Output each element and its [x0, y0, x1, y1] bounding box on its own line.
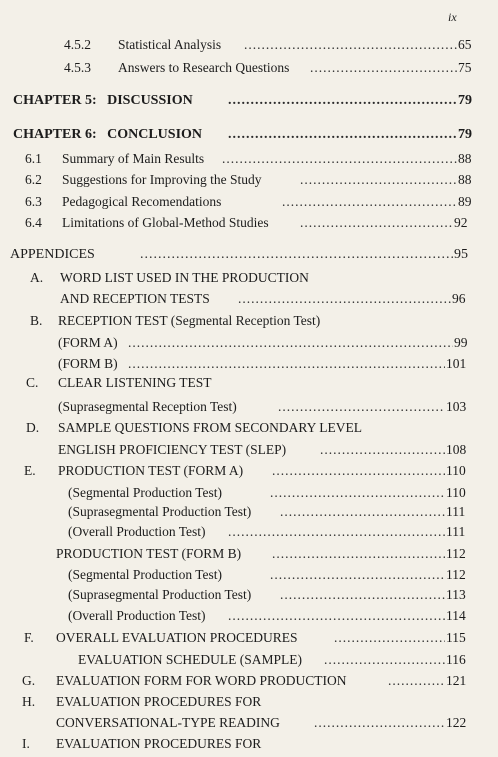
toc-leader-dots [272, 461, 445, 481]
toc-entry-title: EVALUATION SCHEDULE (SAMPLE) [78, 652, 302, 667]
toc-leader-dots [280, 502, 445, 522]
toc-entry [0, 35, 490, 55]
toc-entry [0, 170, 490, 190]
toc-entry [0, 671, 490, 691]
toc-entry-page: 110 [446, 485, 466, 500]
toc-entry-title: CHAPTER 5: DISCUSSION [13, 93, 193, 108]
toc-entry-title: APPENDICES [10, 247, 95, 262]
toc-leader-dots [270, 565, 445, 585]
toc-entry-number: I. [22, 736, 30, 751]
toc-entry-page: 79 [458, 127, 472, 142]
toc-entry [0, 461, 490, 481]
toc-entry-number: A. [30, 270, 44, 285]
toc-entry [0, 483, 490, 503]
toc-entry-page: 111 [446, 524, 466, 539]
toc-entry-title: (Segmental Production Test) [68, 485, 223, 500]
toc-leader-dots [272, 544, 445, 564]
toc-entry-page: 88 [458, 151, 472, 166]
toc-entry-page: 89 [458, 194, 472, 209]
toc-entry [0, 125, 490, 145]
toc-entry-number: 6.3 [25, 194, 42, 209]
toc-leader-dots [282, 192, 457, 212]
toc-entry-title: RECEPTION TEST (Segmental Reception Test) [58, 313, 321, 328]
toc-entry-title: Pedagogical Recomendations [62, 194, 222, 209]
toc-entry-page: 112 [446, 567, 466, 582]
toc-entry-number: 6.1 [25, 151, 42, 166]
toc-entry [0, 565, 490, 585]
toc-entry [0, 734, 490, 754]
toc-leader-dots [228, 125, 457, 145]
toc-leader-dots [128, 333, 453, 353]
toc-entry-page: 99 [454, 335, 468, 350]
toc-entry [0, 502, 490, 522]
toc-entry [0, 628, 490, 648]
toc-entry [0, 397, 490, 417]
toc-leader-dots [222, 149, 457, 169]
toc-entry-page: 111 [446, 504, 466, 519]
toc-entry [0, 650, 490, 670]
toc-leader-dots [324, 650, 445, 670]
toc-leader-dots [228, 522, 445, 542]
toc-leader-dots [334, 628, 445, 648]
toc-entry-page: 65 [458, 37, 472, 52]
toc-entry-number: 4.5.2 [64, 37, 91, 52]
toc-entry-page: 115 [446, 630, 466, 645]
toc-entry-title: EVALUATION PROCEDURES FOR [56, 694, 262, 709]
toc-entry-number: F. [24, 630, 34, 645]
toc-entry-page: 92 [454, 215, 468, 230]
page-number: ix [448, 10, 457, 24]
toc-entry-number: 6.2 [25, 172, 42, 187]
toc-entry-title: PRODUCTION TEST (FORM A) [58, 463, 244, 478]
toc-entry [0, 192, 490, 212]
toc-entry-page: 101 [446, 356, 467, 371]
toc-entry-number: E. [24, 463, 36, 478]
toc-entry-title: WORD LIST USED IN THE PRODUCTION [60, 270, 309, 285]
toc-entry-title: Summary of Main Results [62, 151, 205, 166]
toc-entry-page: 79 [458, 93, 472, 108]
toc-entry-title: PRODUCTION TEST (FORM B) [56, 546, 242, 561]
toc-entry [0, 354, 490, 374]
toc-entry [0, 522, 490, 542]
toc-entry [0, 373, 490, 393]
toc-entry-number: H. [22, 694, 36, 709]
toc-entry-title: (Suprasegmental Production Test) [68, 587, 252, 602]
toc-entry-title: CHAPTER 6: CONCLUSION [13, 127, 203, 142]
toc-leader-dots [310, 58, 457, 78]
toc-entry-title: (Suprasegmental Reception Test) [58, 399, 237, 414]
toc-entry [0, 58, 490, 78]
toc-entry-title: (Overall Production Test) [68, 608, 206, 623]
toc-entry-title: Statistical Analysis [118, 37, 222, 52]
toc-leader-dots [140, 245, 453, 265]
toc-leader-dots [238, 289, 451, 309]
toc-entry-page: 75 [458, 60, 472, 75]
toc-entry-page: 116 [446, 652, 466, 667]
toc-entry-number: 4.5.3 [64, 60, 91, 75]
toc-entry [0, 91, 490, 111]
toc-entry-number: 6.4 [25, 215, 42, 230]
toc-entry-page: 95 [454, 247, 468, 262]
toc-entry-number: G. [22, 673, 36, 688]
toc-leader-dots [228, 91, 457, 111]
toc-leader-dots [320, 440, 445, 460]
toc-entry-number: B. [30, 313, 43, 328]
toc-leader-dots [388, 671, 445, 691]
toc-entry-number: D. [26, 420, 40, 435]
toc-entry-title: EVALUATION PROCEDURES FOR [56, 736, 262, 751]
toc-entry-page: 114 [446, 608, 466, 623]
toc-entry [0, 440, 490, 460]
toc-entry-title: CLEAR LISTENING TEST [58, 375, 212, 390]
toc-entry-title: AND RECEPTION TESTS [60, 291, 210, 306]
toc-entry-page: 110 [446, 463, 466, 478]
toc-entry-number: C. [26, 375, 39, 390]
toc-entry [0, 544, 490, 564]
toc-leader-dots [270, 483, 445, 503]
toc-entry-title: CONVERSATIONAL-TYPE READING [56, 715, 280, 730]
toc-entry [0, 245, 490, 265]
toc-leader-dots [300, 170, 457, 190]
toc-entry [0, 713, 490, 733]
toc-entry-page: 113 [446, 587, 466, 602]
toc-entry-page: 112 [446, 546, 466, 561]
toc-entry-page: 108 [446, 442, 467, 457]
toc-leader-dots [314, 713, 445, 733]
toc-leader-dots [300, 213, 453, 233]
toc-entry-title: ENGLISH PROFICIENCY TEST (SLEP) [58, 442, 287, 457]
toc-entry [0, 606, 490, 626]
toc-entry-title: OVERALL EVALUATION PROCEDURES [56, 630, 298, 645]
toc-entry [0, 585, 490, 605]
toc-entry-page: 96 [452, 291, 466, 306]
toc-entry-page: 121 [446, 673, 467, 688]
toc-entry-title: (FORM A) [58, 335, 118, 350]
toc-entry-title: Limitations of Global-Method Studies [62, 215, 269, 230]
toc-entry [0, 311, 490, 331]
toc-entry-page: 103 [446, 399, 467, 414]
toc-entry [0, 213, 490, 233]
toc-entry-title: Suggestions for Improving the Study [62, 172, 262, 187]
toc-entry [0, 692, 490, 712]
toc-entry-title: EVALUATION FORM FOR WORD PRODUCTION [56, 673, 347, 688]
toc-entry-title: SAMPLE QUESTIONS FROM SECONDARY LEVEL [58, 420, 363, 435]
toc-leader-dots [244, 35, 457, 55]
toc-entry-title: (FORM B) [58, 356, 118, 371]
toc-entry-page: 88 [458, 172, 472, 187]
toc-entry-title: (Overall Production Test) [68, 524, 206, 539]
toc-entry-title: (Suprasegmental Production Test) [68, 504, 252, 519]
toc-leader-dots [228, 606, 445, 626]
toc-entry [0, 333, 490, 353]
toc-entry [0, 268, 490, 288]
toc-entry-title: Answers to Research Questions [118, 60, 290, 75]
toc-entry [0, 289, 490, 309]
toc-leader-dots [280, 585, 445, 605]
toc-leader-dots [278, 397, 445, 417]
toc-leader-dots [128, 354, 445, 374]
toc-entry [0, 418, 490, 438]
toc-entry-title: (Segmental Production Test) [68, 567, 223, 582]
toc-entry-page: 122 [446, 715, 467, 730]
toc-entry [0, 149, 490, 169]
